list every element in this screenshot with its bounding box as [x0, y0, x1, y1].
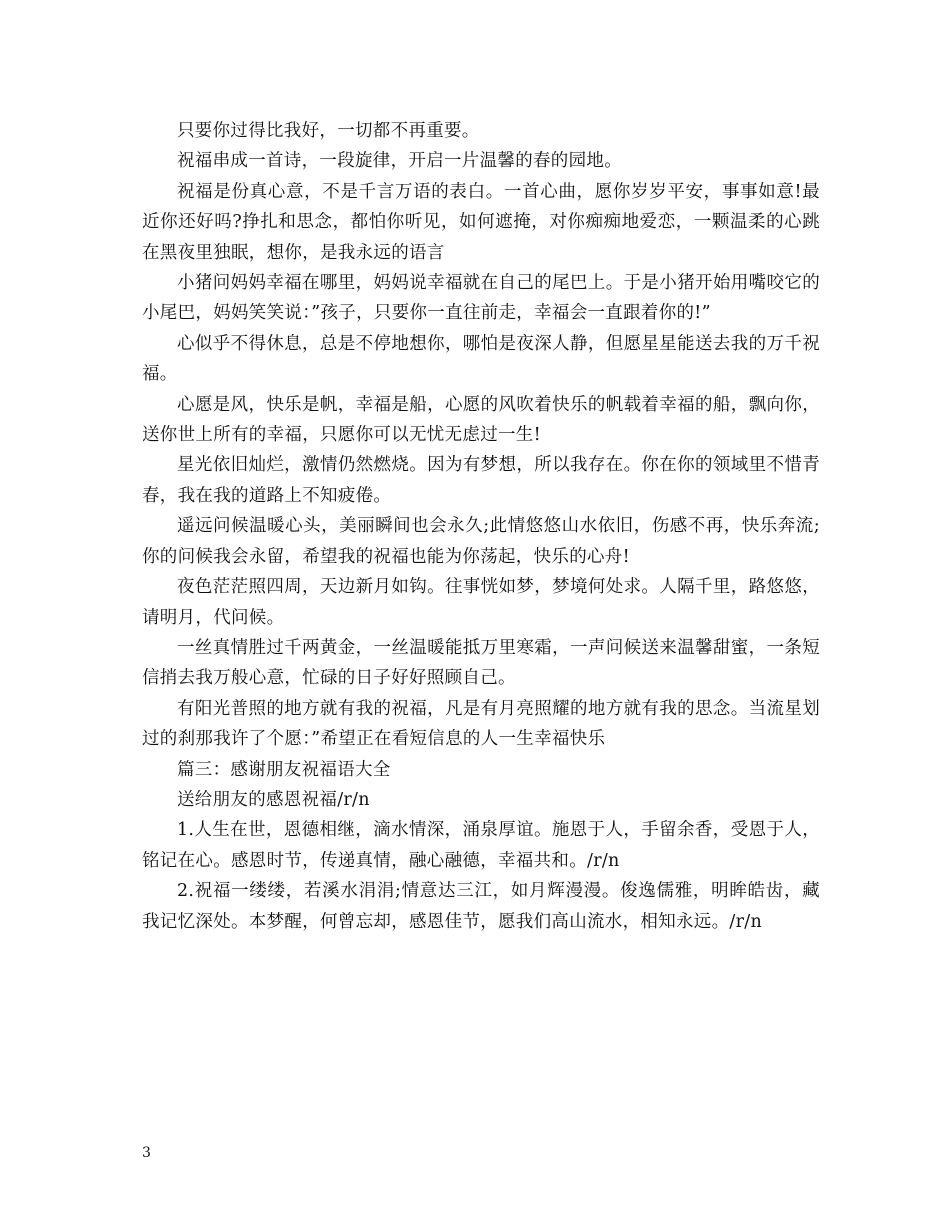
paragraph: 只要你过得比我好，一切都不再重要。 — [177, 121, 480, 141]
section-heading: 篇三：感谢朋友祝福语大全 — [177, 759, 391, 780]
paragraph: 小猪问妈妈幸福在哪里，妈妈说幸福就在自己的尾巴上。于是小猪开始用嘴咬它的小尾巴，妈妈笑笑说：”孩子，只要你一直往前走，幸福会一直跟着你的!” — [142, 273, 820, 324]
document-body — [142, 116, 820, 937]
paragraph: 心似乎不得休息，总是不停地想你，哪怕是夜深人静，但愿星星能送去我的万千祝福。 — [142, 333, 820, 385]
paragraph: 心愿是风，快乐是帆，幸福是船，心愿的风吹着快乐的帆载着幸福的船，飘向你，送你世上所有的幸福，只愿你可以无忧无虑过一生! — [142, 394, 820, 446]
paragraph: 有阳光普照的地方就有我的祝福，凡是有月亮照耀的地方就有我的思念。当流星划过的刹那我许了个愿：”希望正在看短信息的人一生幸福快乐 — [142, 698, 820, 750]
paragraph: 祝福串成一首诗，一段旋律，开启一片温馨的春的园地。 — [177, 151, 622, 172]
paragraph: 一丝真情胜过千两黄金，一丝温暖能抵万里寒霜，一声问候送来温馨甜蜜，一条短信捎去我万般心意，忙碌的日子好好照顾自己。 — [142, 637, 820, 689]
paragraph: 1.人生在世，恩德相继，滴水情深，涌泉厚谊。施恩于人，手留余香，受恩于人，铭记在心。感恩时节，传递真情，融心融德，幸福共和。/r/n — [142, 820, 820, 871]
paragraph: 祝福是份真心意，不是千言万语的表白。一首心曲，愿你岁岁平安，事事如意!最近你还好吗?挣扎和思念，都怕你听见，如何遮掩，对你痴痴地爱恋，一颗温柔的心跳在黑夜里独眠，想你，是我永远的语言 — [142, 181, 820, 263]
paragraph: 2.祝福一缕缕，若溪水涓涓;情意达三江，如月辉漫漫。俊逸儒雅，明眸皓齿，藏我记忆深处。本梦醒，何曾忘却，感恩佳节，愿我们高山流水，相知永远。/r/n — [142, 881, 820, 932]
paragraph: 送给朋友的感恩祝福/r/n — [177, 789, 370, 810]
paragraph: 遥远问候温暖心头，美丽瞬间也会永久;此情悠悠山水依旧，伤感不再，快乐奔流;你的问候我会永留，希望我的祝福也能为你荡起，快乐的心舟! — [142, 516, 820, 567]
paragraph: 星光依旧灿烂，激情仍然燃烧。因为有梦想，所以我存在。你在你的领域里不惜青春，我在我的道路上不知疲倦。 — [142, 455, 820, 506]
paragraph: 夜色茫茫照四周，天边新月如钩。往事恍如梦，梦境何处求。人隔千里，路悠悠，请明月，代问候。 — [142, 577, 820, 628]
page-number: 3 — [142, 1145, 151, 1161]
